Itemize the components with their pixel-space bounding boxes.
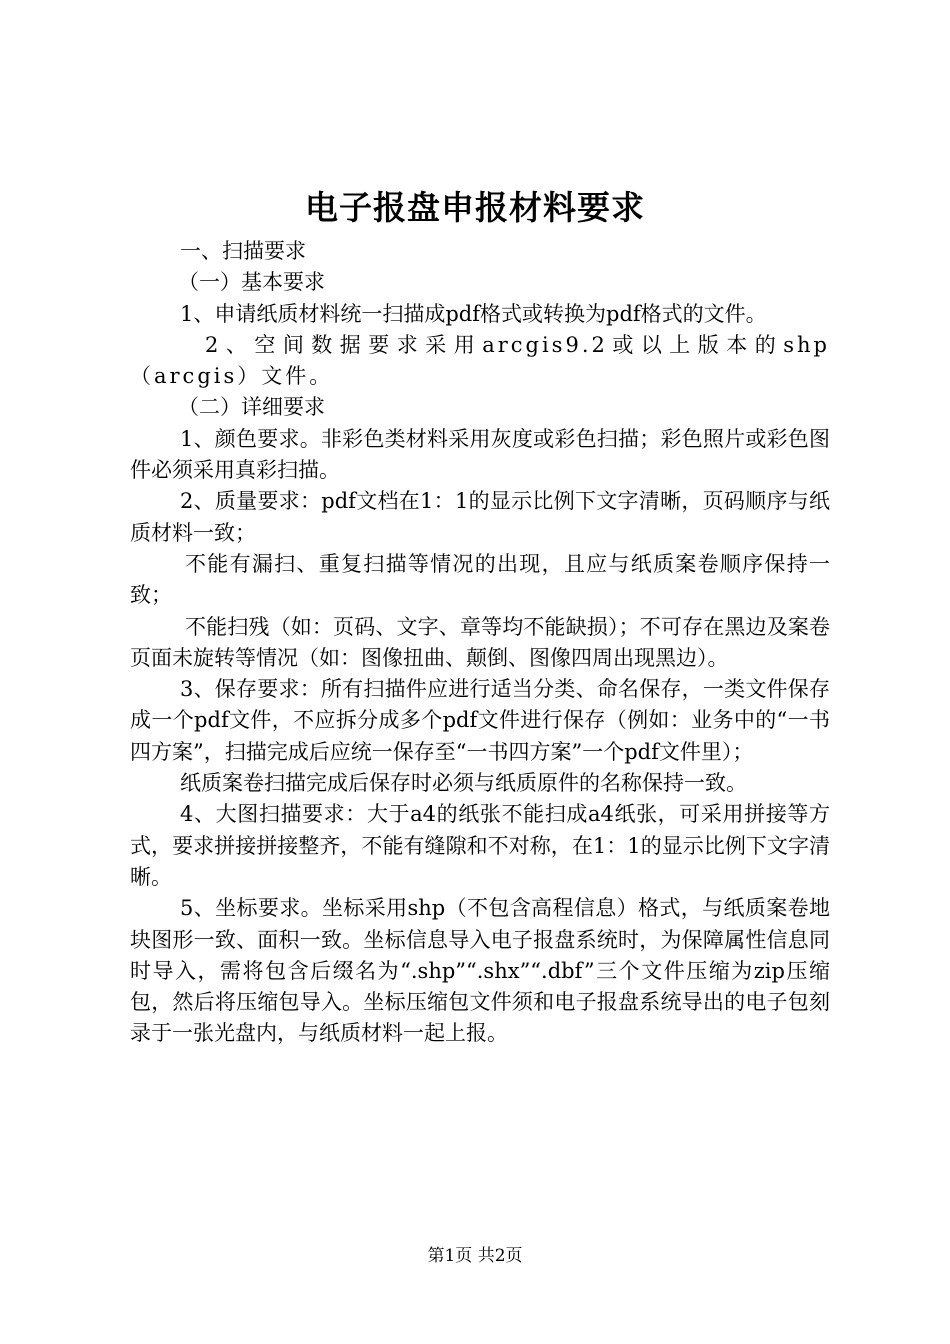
paragraph-large-scan: 4、大图扫描要求：大于a4的纸张不能扫成a4纸张，可采用拼接等方式，要求拼接拼接整齐，不能有缝隙和不对称，在1：1的显示比例下文字清晰。 [130,802,830,889]
paragraph-quality-order: 不能有漏扫、重复扫描等情况的出现，且应与纸质案卷顺序保持一致； [130,551,830,608]
paragraph-coordinates: 5、坐标要求。坐标采用shp（不包含高程信息）格式，与纸质案卷地块图形一致、面积一致。坐标信息导入电子报盘系统时，为保障属性信息同时导入，需将包含后缀名为“.shp”“.shx”“.dbf”三个文件压缩为zip压缩包，然后将压缩包导入。坐标压缩包文件须和电子报盘系统导出的电子包刻录于一张光盘内，与纸质材料一起上报。 [130,896,830,1046]
paragraph-basic-2: 2、空间数据要求采用arcgis9.2或以上版本的shp（arcgis）文件。 [130,332,830,389]
paragraph-quality-edges: 不能扫残（如：页码、文字、章等均不能缺损）；不可存在黑边及案卷页面未旋转等情况（如：图像扭曲、颠倒、图像四周出现黑边）。 [130,614,830,670]
paragraph-quality: 2、质量要求：pdf文档在1：1的显示比例下文字清晰，页码顺序与纸质材料一致； [130,489,830,545]
paragraph-save-name: 纸质案卷扫描完成后保存时必须与纸质原件的名称保持一致。 [180,771,747,796]
section-heading-scan: 一、扫描要求 [180,239,306,263]
paragraph-save: 3、保存要求：所有扫描件应进行适当分类、命名保存，一类文件保存成一个pdf文件，不应拆分成多个pdf文件进行保存（例如：业务中的“一书四方案”，扫描完成后应统一保存至“一书四方案”一个pdf文件里）； [130,677,830,764]
document-title: 电子报盘申报材料要求 [305,188,645,227]
paragraph-color: 1、颜色要求。非彩色类材料采用灰度或彩色扫描；彩色照片或彩色图件必须采用真彩扫描。 [130,426,830,483]
subsection-heading-detail: （二）详细要求 [178,395,325,420]
paragraph-basic-1: 1、申请纸质材料统一扫描成pdf格式或转换为pdf格式的文件。 [180,301,767,326]
document-body [130,236,830,1050]
subsection-heading-basic: （一）基本要求 [178,270,325,295]
page-footer: 第1页 共2页 [427,1246,523,1266]
